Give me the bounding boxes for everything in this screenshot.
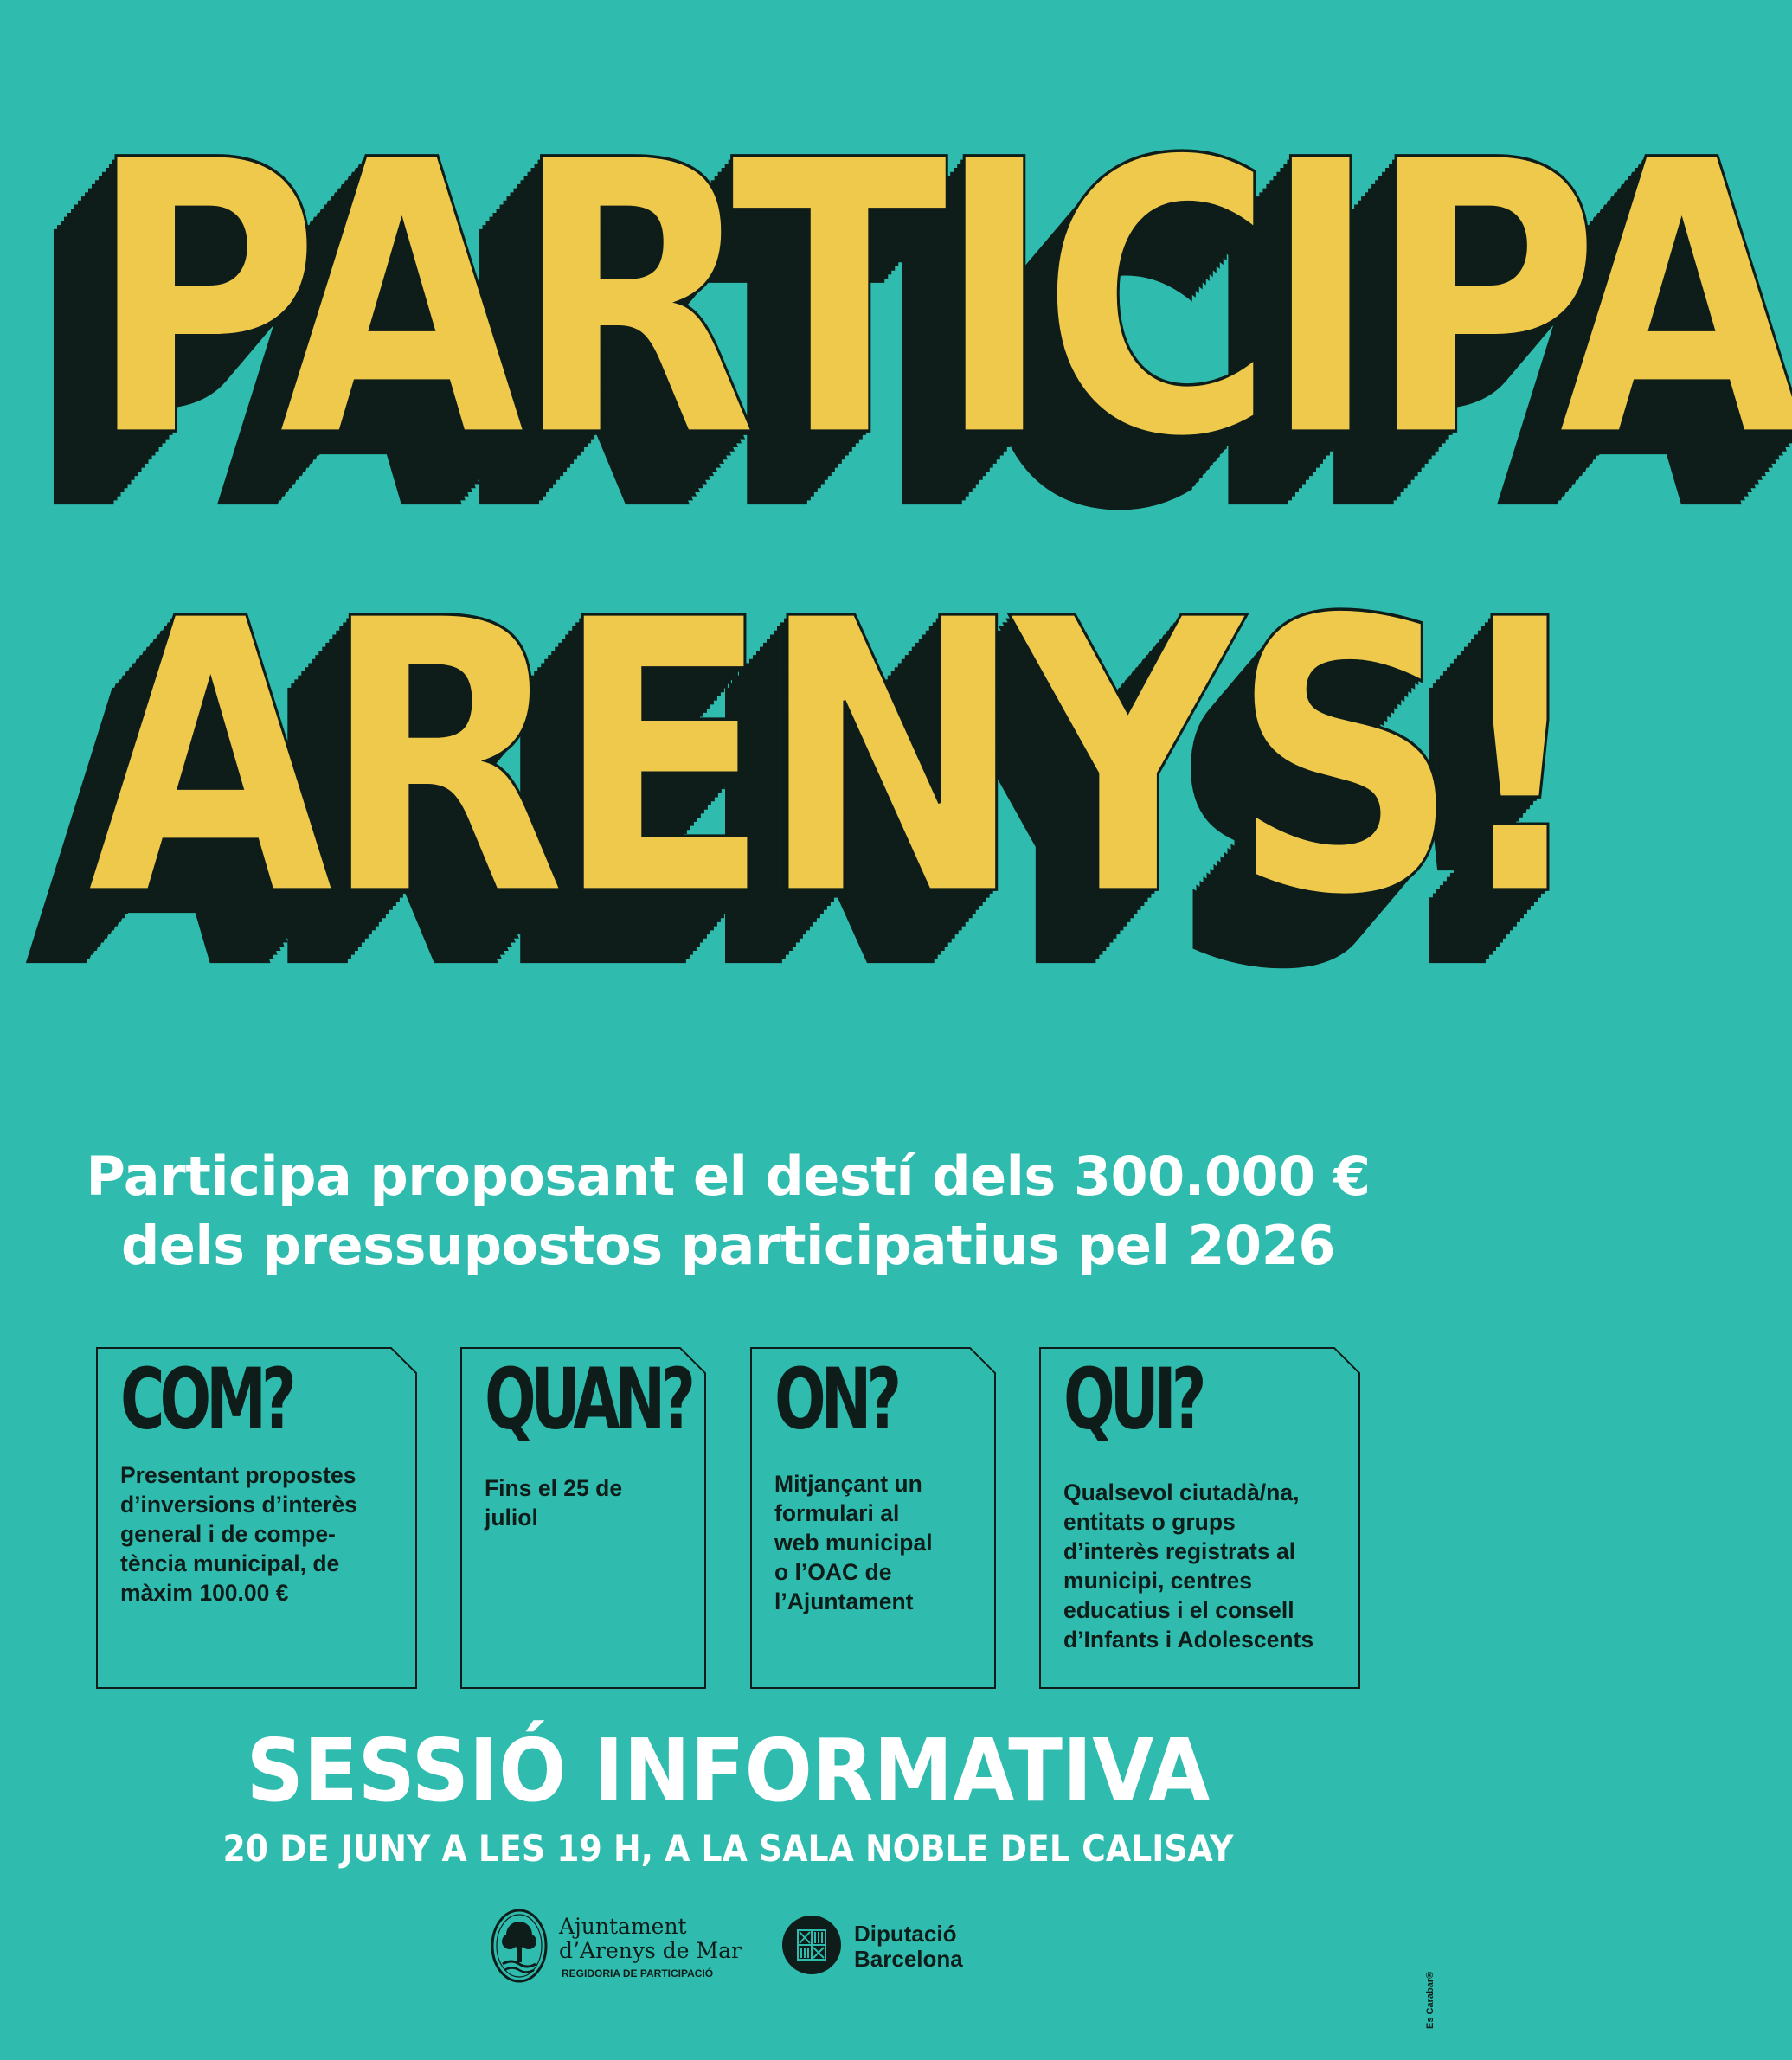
box-text-com: Presentant propostes d’inversions d’interès general i de compe- tència municipal, de màxim 100.00 €	[120, 1462, 357, 1606]
info-box-com	[96, 1347, 417, 1689]
ajuntament-department: REGIDORIA DE PARTICIPACIÓ	[562, 1967, 714, 1980]
info-box-quan	[460, 1347, 706, 1689]
box-title-on: ON?	[774, 1351, 897, 1448]
designer-credit: Es Carabar®	[1425, 1971, 1436, 2029]
tree-emblem-icon	[491, 1909, 548, 1983]
info-box-qui	[1039, 1347, 1360, 1689]
box-text-quan: Fins el 25 de juliol	[485, 1475, 623, 1531]
info-box-on	[750, 1347, 996, 1689]
box-title-com: COM?	[120, 1351, 292, 1448]
session-date: 20 DE JUNY A LES 19 H, A LA SALA NOBLE DEL CALISAY	[222, 1827, 1234, 1870]
ajuntament-name-line-1: Ajuntament	[559, 1914, 687, 1939]
shield-emblem-icon	[781, 1915, 842, 1975]
box-text-qui: Qualsevol ciutadà/na, entitats o grups d’interès registrats al municipi, centres educatius i el consell d’Infants i Adolescents	[1063, 1479, 1314, 1652]
box-text-on: Mitjançant un formulari al web municipal o l’OAC de l’Ajuntament	[774, 1471, 933, 1614]
box-title-qui: QUI?	[1063, 1351, 1202, 1448]
ajuntament-name-line-2: d’Arenys de Mar	[559, 1938, 742, 1963]
subtitle-line-1: Participa proposant el destí dels 300.000 €	[86, 1145, 1371, 1208]
subtitle	[52, 1142, 1404, 1280]
session-title: SESSIÓ INFORMATIVA	[246, 1720, 1211, 1821]
subtitle-line-2: dels pressupostos participatius pel 2026	[121, 1214, 1335, 1277]
diputacio-name-line-2: Barcelona	[854, 1946, 963, 1972]
headline-line-2: ARENYS!	[87, 540, 1579, 979]
diputacio-logo	[781, 1915, 980, 1977]
headline-line-1: PARTICIPA	[87, 81, 1792, 521]
box-title-quan: QUAN?	[485, 1351, 690, 1448]
diputacio-name-line-1: Diputació	[854, 1921, 957, 1947]
ajuntament-logo	[491, 1909, 742, 1986]
